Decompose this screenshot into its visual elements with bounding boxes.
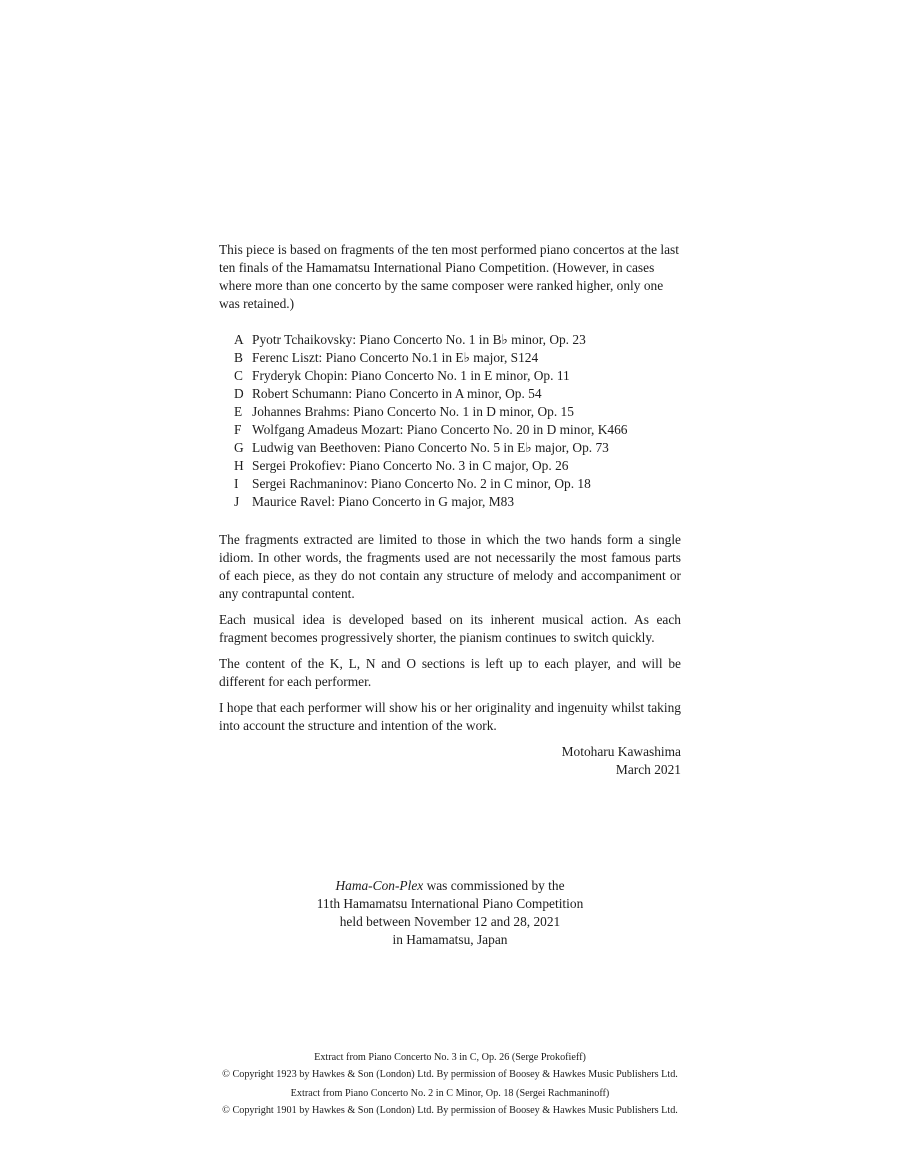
- list-item-letter: D: [234, 386, 244, 401]
- credit-extract-line: Extract from Piano Concerto No. 2 in C Minor, Op. 18 (Sergei Rachmaninoff): [290, 1088, 610, 1099]
- list-item-letter: A: [234, 332, 244, 347]
- program-note: [219, 241, 681, 779]
- list-item-text: Maurice Ravel: Piano Concerto in G major, M83: [252, 494, 515, 509]
- commission-line-1-rest: was commissioned by the: [423, 878, 565, 893]
- work-title: Hama-Con-Plex: [335, 878, 424, 893]
- list-item: [234, 367, 681, 385]
- list-item-text: Ferenc Liszt: Piano Concerto No.1 in E♭ major, S124: [252, 350, 539, 365]
- list-item-text: Pyotr Tchaikovsky: Piano Concerto No. 1 in B♭ minor, Op. 23: [252, 332, 586, 347]
- list-item: [234, 403, 681, 421]
- list-item-letter: H: [234, 458, 244, 473]
- credit-copyright-line: © Copyright 1923 by Hawkes & Son (London) Ltd. By permission of Boosey & Hawkes Music Publishers Ltd.: [222, 1069, 678, 1080]
- list-item-letter: E: [234, 404, 243, 419]
- commission-line-3: held between November 12 and 28, 2021: [339, 914, 561, 929]
- commission-note: [250, 877, 650, 949]
- list-item: [234, 331, 681, 349]
- intro-paragraph: This piece is based on fragments of the ten most performed piano concertos at the last ten finals of the Hamamatsu International Piano Competition. (However, in cases where more than one concerto by the same composer were ranked higher, only one was retained.): [219, 242, 679, 311]
- list-item-letter: B: [234, 350, 243, 365]
- commission-line-1: [250, 877, 650, 895]
- list-item-letter: J: [234, 494, 240, 509]
- signature-block: [219, 743, 681, 779]
- body-paragraph: I hope that each performer will show his or her originality and ingenuity whilst taking into account the structure and intention of the work.: [219, 700, 681, 733]
- commission-line-4: in Hamamatsu, Japan: [392, 932, 508, 947]
- list-item-letter: C: [234, 368, 243, 383]
- list-item: [234, 385, 681, 403]
- list-item-text: Wolfgang Amadeus Mozart: Piano Concerto No. 20 in D minor, K466: [252, 422, 628, 437]
- body-paragraph: The content of the K, L, N and O sections is left up to each player, and will be different for each performer.: [219, 656, 681, 689]
- list-item: [234, 421, 681, 439]
- list-item-text: Johannes Brahms: Piano Concerto No. 1 in D minor, Op. 15: [252, 404, 574, 419]
- signature-author: Motoharu Kawashima: [561, 744, 681, 759]
- concerto-list: [234, 331, 681, 511]
- commission-line-2: 11th Hamamatsu International Piano Competition: [316, 896, 584, 911]
- list-item-letter: F: [234, 422, 242, 437]
- list-item: [234, 457, 681, 475]
- body-paragraph: Each musical idea is developed based on its inherent musical action. As each fragment becomes progressively shorter, the pianism continues to switch quickly.: [219, 612, 681, 645]
- copyright-credits: [120, 1049, 780, 1119]
- list-item-letter: I: [234, 476, 239, 491]
- list-item: [234, 493, 681, 511]
- signature-date: March 2021: [615, 762, 681, 777]
- list-item-text: Sergei Rachmaninov: Piano Concerto No. 2 in C minor, Op. 18: [252, 476, 591, 491]
- list-item: [234, 439, 681, 457]
- credit-copyright-line: © Copyright 1901 by Hawkes & Son (London) Ltd. By permission of Boosey & Hawkes Music Publishers Ltd.: [222, 1105, 678, 1116]
- list-item-letter: G: [234, 440, 244, 455]
- list-item-text: Ludwig van Beethoven: Piano Concerto No. 5 in E♭ major, Op. 73: [252, 440, 609, 455]
- list-item: [234, 349, 681, 367]
- list-item: [234, 475, 681, 493]
- credit-extract-line: Extract from Piano Concerto No. 3 in C, Op. 26 (Serge Prokofieff): [314, 1052, 586, 1063]
- list-item-text: Robert Schumann: Piano Concerto in A minor, Op. 54: [252, 386, 542, 401]
- list-item-text: Fryderyk Chopin: Piano Concerto No. 1 in E minor, Op. 11: [252, 368, 570, 383]
- list-item-text: Sergei Prokofiev: Piano Concerto No. 3 in C major, Op. 26: [252, 458, 569, 473]
- body-paragraph: The fragments extracted are limited to those in which the two hands form a single idiom. In other words, the fragments used are not necessarily the most famous parts of each piece, as they do not contain any structure of melody and accompaniment or any contrapuntal content.: [219, 532, 681, 601]
